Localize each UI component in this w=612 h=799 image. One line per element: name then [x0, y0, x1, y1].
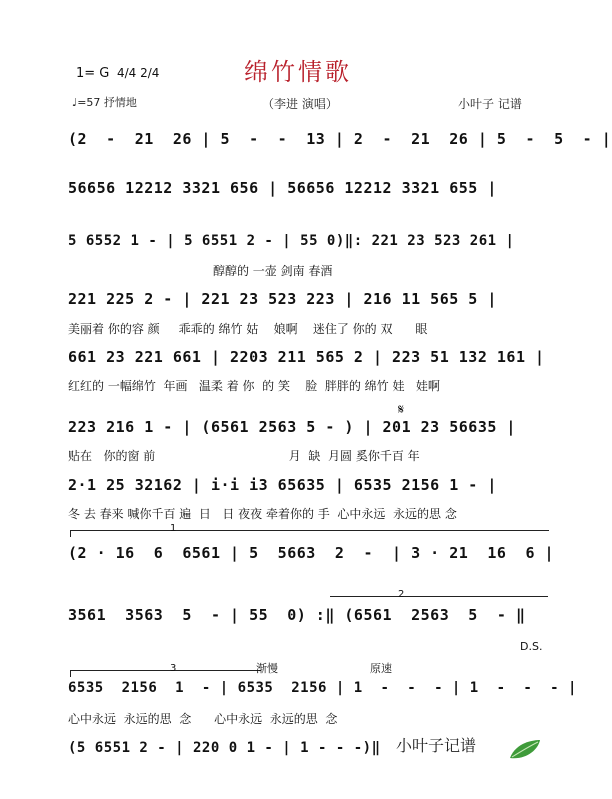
ritardando-mark: 渐慢: [256, 662, 278, 675]
volta-bracket-1: [70, 530, 549, 537]
score-line-2: 56656 12212 3321 656 | 56656 12212 3321 655 |: [68, 179, 497, 197]
score-line-9: 3561 3563 5 - | 55 0) :‖ (6561 2563 5 - ‖: [68, 606, 526, 624]
key-signature: 1= G: [76, 66, 110, 81]
score-line-6: 223 216 1 - | (6561 2563 5 - ) | 201 23 56635 |: [68, 418, 516, 436]
lyric-line-6: 贴在 你的窗 前 月 缺 月圆 奚你千百 年: [68, 449, 420, 463]
lyric-line-4: 美丽着 你的容 颜 乖乖的 绵竹 姑 娘啊 迷住了 你的 双 眼: [68, 322, 428, 336]
transcriber-credit: 小叶子 记谱: [458, 97, 522, 111]
lyric-line-10: 心中永远 永远的思 念 心中永远 永远的思 念: [68, 712, 338, 726]
footer-signature: 小叶子记谱: [396, 736, 477, 755]
performer-credit: （李进 演唱）: [262, 97, 338, 111]
score-line-4: 221 225 2 - | 221 23 523 223 | 216 11 565 5 |: [68, 290, 497, 308]
lyric-line-3: 醇醇的 一壶 剑南 春酒: [68, 264, 333, 278]
leaf-logo-icon: [508, 738, 542, 760]
score-line-11: (5 6551 2 - | 220 0 1 - | 1 - - -)‖: [68, 740, 381, 756]
volta-bracket-2: [330, 596, 548, 603]
score-line-8: (2 · 16 6 6561 | 5 5663 2 - | 3 · 21 16 6 |: [68, 544, 555, 562]
a-tempo-mark: 原速: [370, 662, 392, 675]
score-line-10: 6535 2156 1 - | 6535 2156 | 1 - - - | 1 - - - |: [68, 680, 577, 696]
segno-mark: 𝄋: [398, 402, 405, 418]
volta-number-1: 1: [170, 523, 177, 534]
volta-bracket-3: [70, 670, 261, 677]
tempo-marking: ♩=57 抒情地: [72, 96, 137, 109]
song-title: 绵竹情歌: [244, 58, 352, 86]
lyric-line-7: 冬 去 春来 喊你千百 遍 日 日 夜夜 牵着你的 手 心中永远 永远的思 念: [68, 507, 457, 521]
score-line-1: (2 - 21 26 | 5 - - 13 | 2 - 21 26 | 5 - 5 - |: [68, 130, 612, 148]
time-signature: 4/4 2/4: [117, 66, 160, 80]
score-line-7: 2·1 25 32162 | i·i i3 65635 | 6535 2156 1 - |: [68, 476, 497, 494]
volta-number-3: 3: [170, 663, 177, 674]
ds-mark: D.S.: [520, 640, 543, 653]
score-line-5: 661 23 221 661 | 2203 211 565 2 | 223 51 132 161 |: [68, 348, 545, 366]
volta-number-2: 2: [398, 589, 405, 600]
lyric-line-5: 红红的 一幅绵竹 年画 温柔 着 你 的 笑 脸 胖胖的 绵竹 娃 娃啊: [68, 379, 440, 393]
score-line-3: 5 6552 1 - | 5 6551 2 - | 55 0)‖: 221 23 523 261 |: [68, 233, 515, 249]
